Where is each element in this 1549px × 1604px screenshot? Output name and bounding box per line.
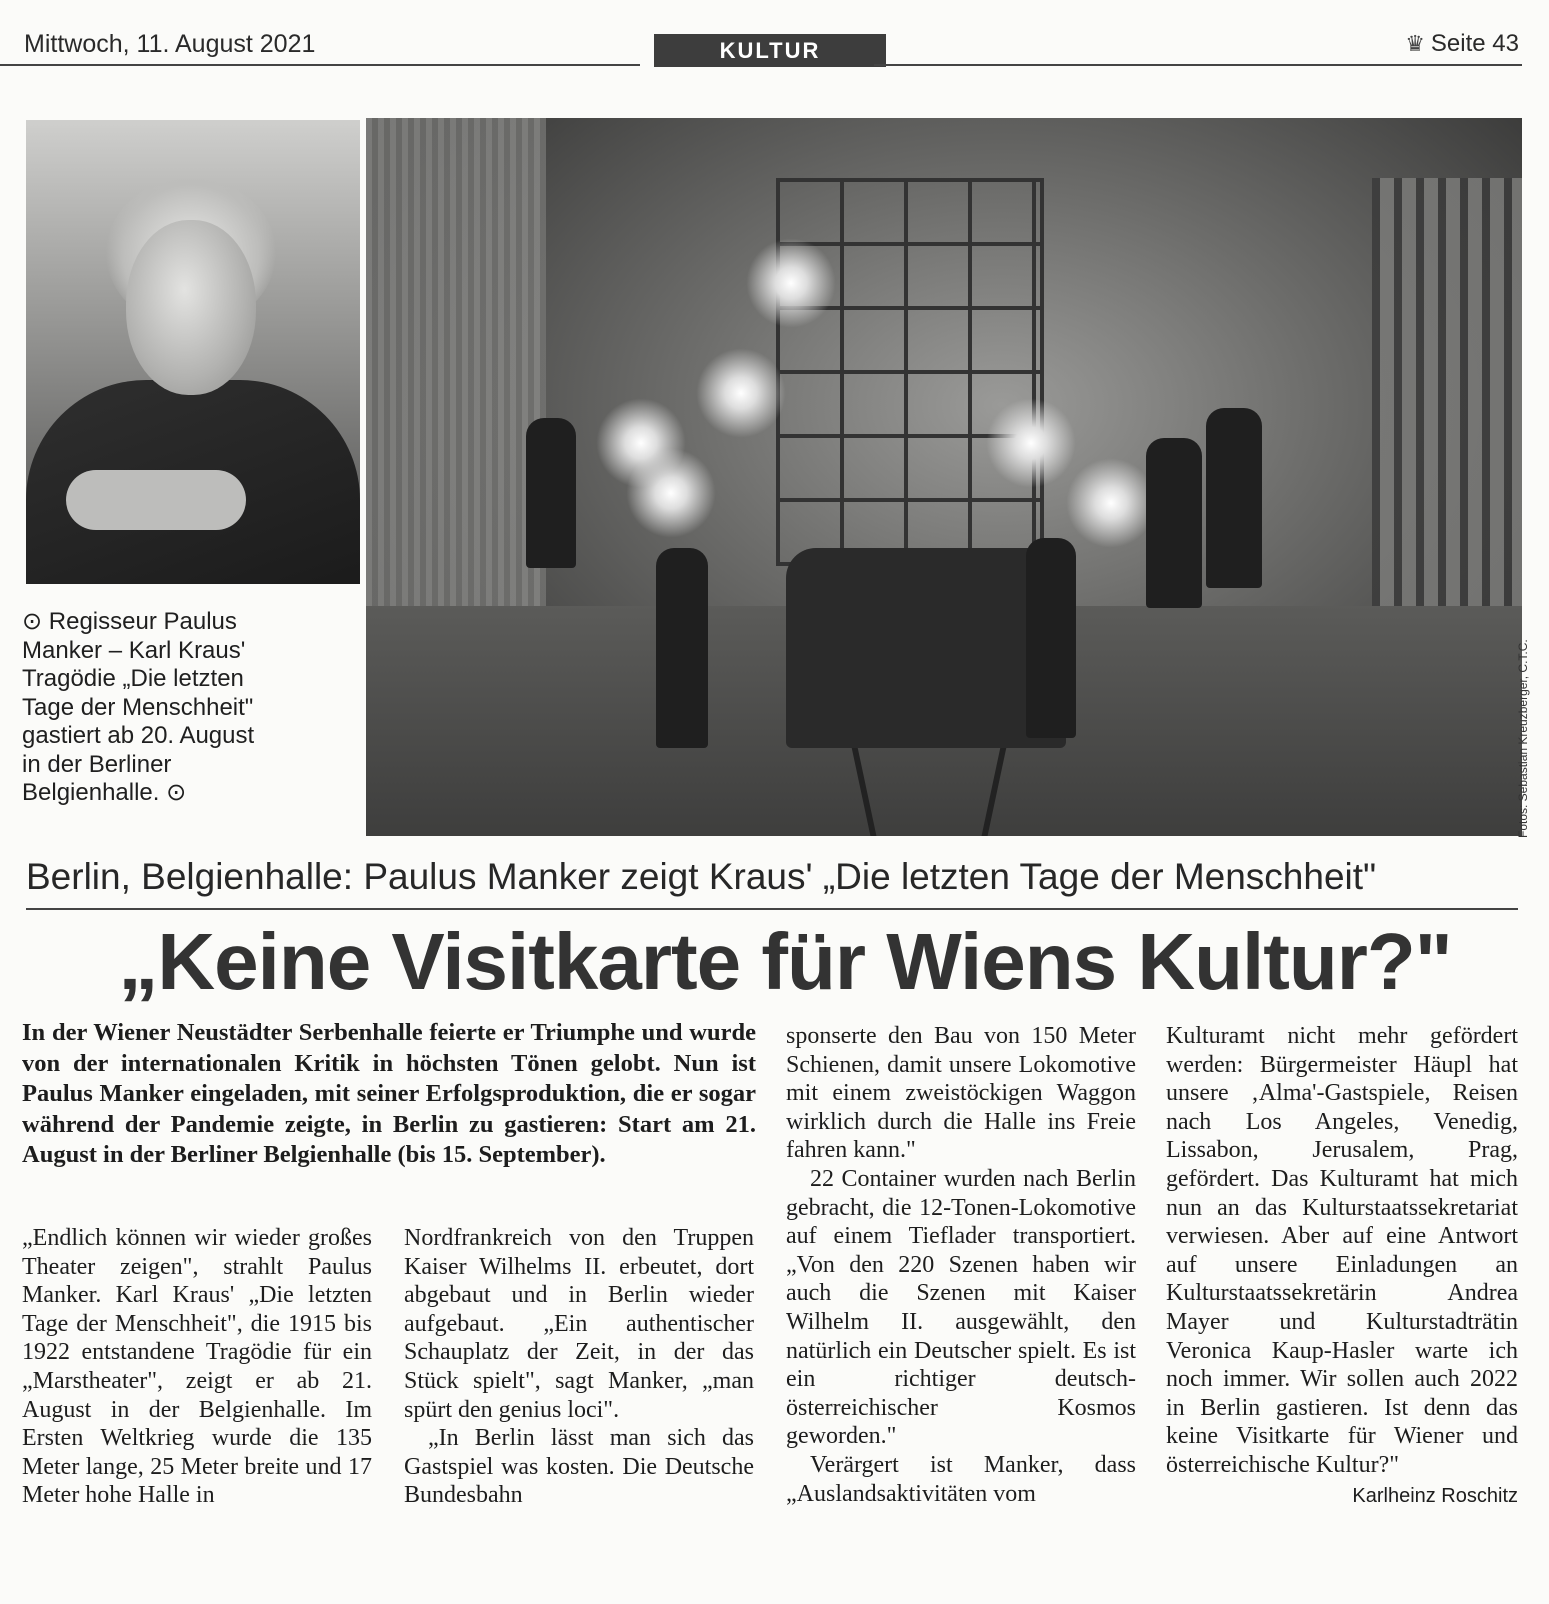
- paragraph: Nordfrankreich von den Truppen Kaiser Wilhelms II. erbeutet, dort abgebaut und in Berlin wieder aufgebaut. „Ein authentischer Schauplatz der Zeit, in der das Stück spielt", sagt Manker, „man spürt den genius loci".: [404, 1225, 754, 1423]
- article-kicker: Berlin, Belgienhalle: Paulus Manker zeigt Kraus' „Die letzten Tage der Menschheit": [26, 856, 1377, 897]
- author-byline: Karlheinz Roschitz: [1352, 1484, 1518, 1507]
- body-column-4: [1166, 1022, 1518, 1510]
- article-headline: „Keine Visitkarte für Wiens Kultur?": [118, 917, 1452, 1006]
- section-label: KULTUR: [654, 34, 886, 67]
- stage-photo: [366, 118, 1522, 836]
- paragraph: sponserte den Bau von 150 Meter Schienen, damit unsere Lokomotive mit einem zweistöckigen Waggon wirklich durch die Halle ins Freie fahren kann.": [786, 1023, 1136, 1164]
- page-number-label: Seite 43: [1430, 30, 1519, 57]
- paragraph: Verärgert ist Manker, dass „Auslandsaktivitäten vom: [786, 1451, 1136, 1507]
- page-number: [1405, 30, 1519, 58]
- paragraph: „In Berlin lässt man sich das Gastspiel was kosten. Die Deutsche Bundesbahn: [404, 1425, 754, 1509]
- article-lead: In der Wiener Neustädter Serbenhalle feierte er Triumphe und wurde von der internationalen Kritik in höchsten Tönen gelobt. Nun ist Paulus Manker eingeladen, mit seiner Erfolgsproduktion, die er sogar während der Pandemie zeigte, in Berlin zu gastieren: Start am 21. August in der Berliner Belgienhalle (bis 15. September).: [22, 1019, 756, 1168]
- paragraph: 22 Container wurden nach Berlin gebracht, die 12-Tonen-Lokomotive auf einem Tieflader transportiert. „Von den 220 Szenen haben wir auch die Szenen mit Kaiser Wilhelm II. ausgewählt, den natürlich ein Deutscher spielt. Es ist ein richtiger deutsch-österreichischer Kosmos geworden.": [786, 1165, 1136, 1450]
- publication-date: Mittwoch, 11. August 2021: [24, 30, 316, 58]
- kicker-rule: [26, 908, 1518, 910]
- photo-caption: ⊙ Regisseur Paulus Manker – Karl Kraus' Tragödie „Die letzten Tage der Menschheit" gastiert ab 20. August in der Berliner Belgienhalle. ⊙: [22, 608, 255, 806]
- crown-icon: ♛: [1405, 31, 1425, 56]
- photo-credit: Fotos: Sebastian Kreuzberger, C.T.C.: [1516, 639, 1530, 838]
- paragraph: „Endlich können wir wieder großes Theater zeigen", strahlt Paulus Manker. Karl Kraus' „Die letzten Tage der Menschheit", die 1915 bis 1922 entstandene Tragödie für ein „Marstheater", zeigt er ab 21. August in der Belgienhalle. Im Ersten Weltkrieg wurde die 135 Meter lange, 25 Meter breite und 17 Meter hohe Halle in: [22, 1225, 372, 1509]
- header-rule-right: [874, 64, 1522, 66]
- body-column-3: [786, 1022, 1136, 1508]
- director-portrait: [24, 118, 362, 586]
- body-column-1: [22, 1224, 372, 1510]
- body-column-2: [404, 1224, 754, 1510]
- header-rule-left: [0, 64, 640, 66]
- paragraph: Kulturamt nicht mehr gefördert werden: Bürgermeister Häupl hat unsere ‚Alma'-Gastspiele, Reisen nach Los Angeles, Venedig, Lissabon, Jerusalem, Prag, gefördert. Das Kulturamt hat mich nun an das Kulturstaatssekretariat verwiesen. Aber auf eine Antwort auf unsere Einladungen an Kulturstaatssekretärin Andrea Mayer und Kulturstadträtin Veronica Kaup-Hasler warte ich noch immer. Wir sollen auch 2022 in Berlin gastieren. Ist denn das keine Visitkarte für Wiener und österreichische Kultur?": [1166, 1023, 1518, 1478]
